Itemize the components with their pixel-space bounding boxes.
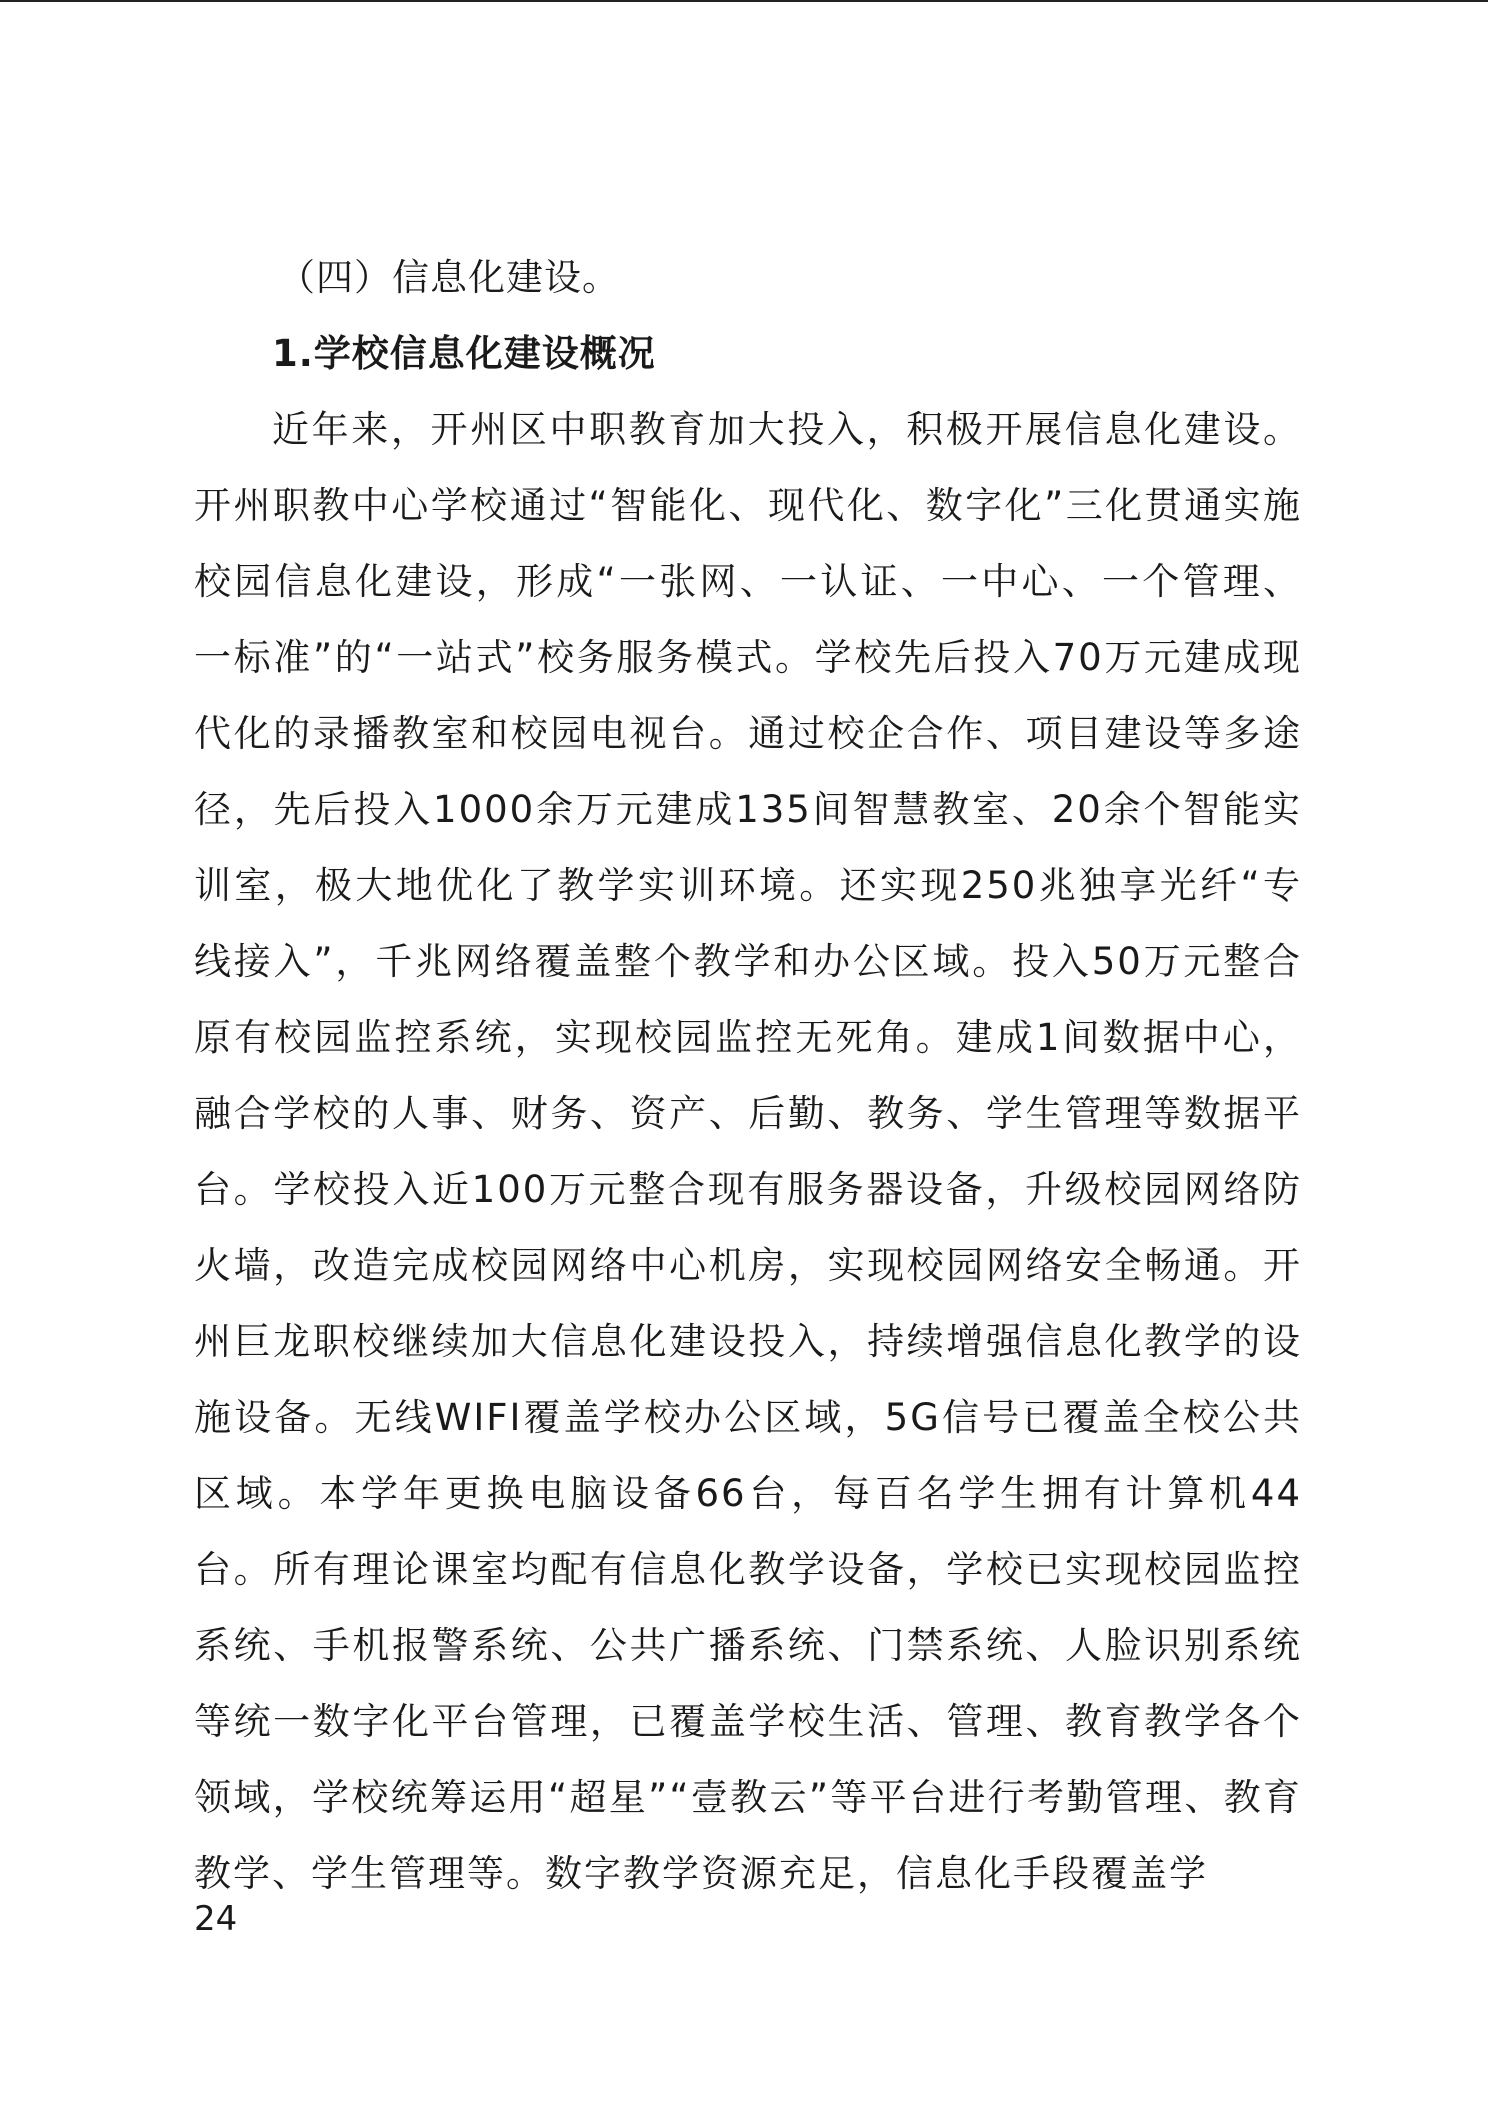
- page-body: [194, 240, 1302, 1912]
- page-number: 24: [194, 1899, 238, 1939]
- body-paragraph: 近年来，开州区中职教育加大投入，积极开展信息化建设。开州职教中心学校通过“智能化、现代化、数字化”三化贯通实施校园信息化建设，形成“一张网、一认证、一中心、一个管理、一标准”的“一站式”校务服务模式。学校先后投入70万元建成现代化的录播教室和校园电视台。通过校企合作、项目建设等多途径，先后投入1000余万元建成135间智慧教室、20余个智能实训室，极大地优化了教学实训环境。还实现250兆独享光纤“专线接入”，千兆网络覆盖整个教学和办公区域。投入50万元整合原有校园监控系统，实现校园监控无死角。建成1间数据中心，融合学校的人事、财务、资产、后勤、教务、学生管理等数据平台。学校投入近100万元整合现有服务器设备，升级校园网络防火墙，改造完成校园网络中心机房，实现校园网络安全畅通。开州巨龙职校继续加大信息化建设投入，持续增强信息化教学的设施设备。无线WIFI覆盖学校办公区域，5G信号已覆盖全校公共区域。本学年更换电脑设备66台，每百名学生拥有计算机44台。所有理论课室均配有信息化教学设备，学校已实现校园监控系统、手机报警系统、公共广播系统、门禁系统、人脸识别系统等统一数字化平台管理，已覆盖学校生活、管理、教育教学各个领域，学校统筹运用“超星”“壹教云”等平台进行考勤管理、教育教学、学生管理等。数字教学资源充足，信息化手段覆盖学: [194, 408, 1302, 1895]
- top-border-line: [0, 0, 1488, 2]
- subsection-heading: 1.学校信息化建设概况: [272, 332, 656, 375]
- section-heading: （四）信息化建设。: [278, 256, 620, 299]
